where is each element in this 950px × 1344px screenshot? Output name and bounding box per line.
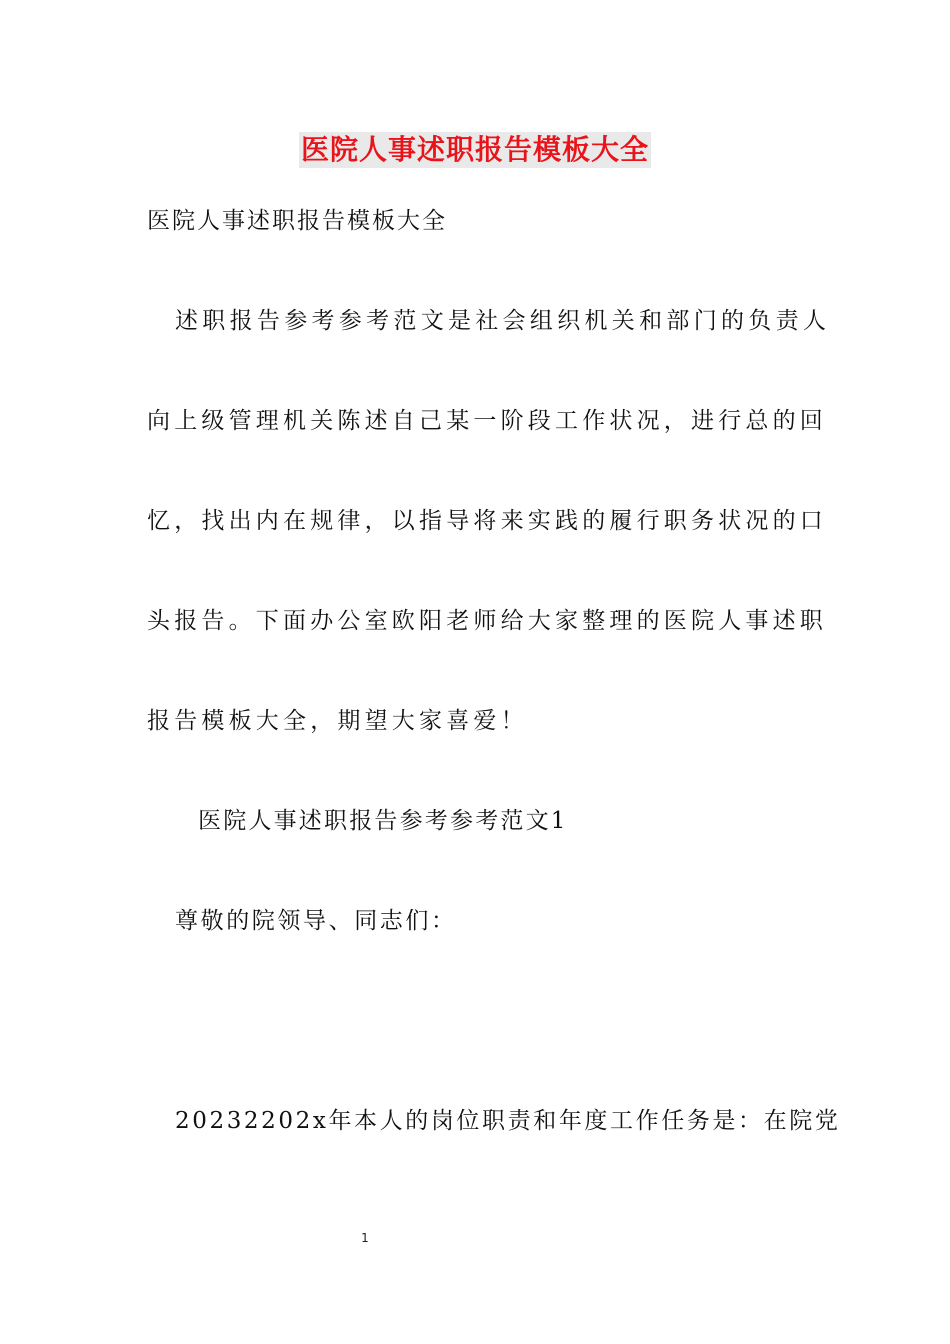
body-paragraph-start: 20232202x年本人的岗位职责和年度工作任务是：在院党 xyxy=(175,1108,841,1134)
title-container xyxy=(0,132,950,168)
salutation: 尊敬的院领导、同志们： xyxy=(175,908,457,934)
document-subtitle: 医院人事述职报告模板大全 xyxy=(147,208,447,234)
paragraph-line: 头报告。下面办公室欧阳老师给大家整理的医院人事述职 xyxy=(147,608,827,634)
paragraph-line: 报告模板大全，期望大家喜爱！ xyxy=(147,708,528,734)
paragraph-line: 向上级管理机关陈述自己某一阶段工作状况，进行总的回 xyxy=(147,408,827,434)
document-title: 医院人事述职报告模板大全 xyxy=(300,133,649,166)
page-number: 1 xyxy=(361,1231,369,1245)
paragraph-line: 忆，找出内在规律，以指导将来实践的履行职务状况的口 xyxy=(147,508,827,534)
section-heading: 医院人事述职报告参考参考范文1 xyxy=(198,808,568,834)
paragraph-line: 述职报告参考参考范文是社会组织机关和部门的负责人 xyxy=(175,308,831,334)
